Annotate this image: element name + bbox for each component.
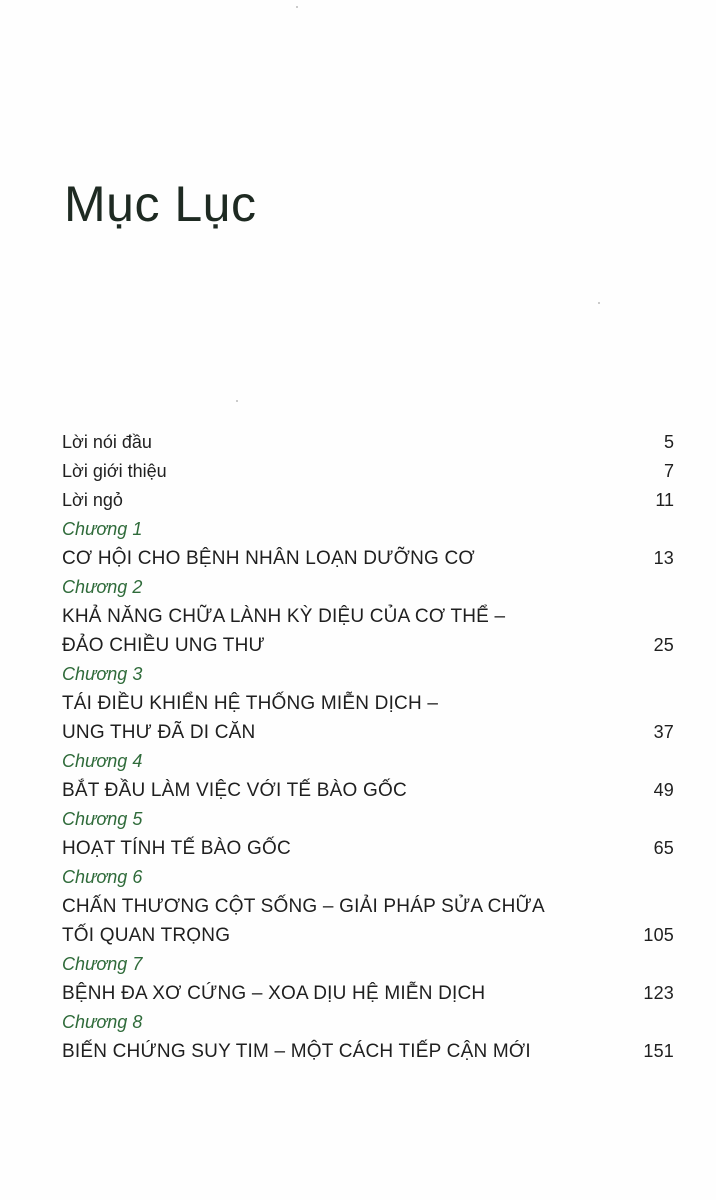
toc-page-number: 7	[663, 461, 674, 481]
toc-entry-text: BỆNH ĐA XƠ CỨNG – XOA DỊU HỆ MIỄN DỊCH	[62, 983, 486, 1004]
toc-entry-text: TỐI QUAN TRỌNG	[62, 925, 231, 946]
toc-row[interactable]	[62, 602, 674, 631]
toc-page-number: 49	[653, 780, 674, 800]
toc-row[interactable]	[62, 718, 674, 747]
toc-entry-text: UNG THƯ ĐÃ DI CĂN	[62, 722, 256, 743]
toc-row[interactable]	[62, 834, 674, 863]
toc-row[interactable]	[62, 979, 674, 1008]
toc-entry-text: Chương 1	[62, 519, 143, 539]
page-title: Mục Lục	[64, 175, 257, 232]
toc-page-number: 13	[653, 548, 674, 568]
toc-page-number: 37	[653, 722, 674, 742]
toc-page-number: 105	[643, 925, 674, 945]
paper-speck	[598, 302, 600, 304]
toc-entry-text: Chương 6	[62, 867, 143, 887]
toc-row	[62, 515, 674, 544]
toc-page-number: 123	[643, 983, 674, 1003]
toc-entry-text: Chương 7	[62, 954, 143, 974]
toc-row	[62, 805, 674, 834]
toc-row	[62, 573, 674, 602]
toc-row[interactable]	[62, 631, 674, 660]
toc-entry-text: Chương 2	[62, 577, 143, 597]
toc-entry-text: CHẤN THƯƠNG CỘT SỐNG – GIẢI PHÁP SỬA CHỮA	[62, 896, 545, 917]
toc-row[interactable]	[62, 776, 674, 805]
toc-row[interactable]	[62, 689, 674, 718]
toc-row	[62, 863, 674, 892]
toc-entry-text: KHẢ NĂNG CHỮA LÀNH KỲ DIỆU CỦA CƠ THỂ –	[62, 606, 506, 627]
toc-row[interactable]	[62, 892, 674, 921]
toc-page-number: 151	[643, 1041, 674, 1061]
toc-row	[62, 747, 674, 776]
toc-row[interactable]	[62, 544, 674, 573]
toc-entry-text: CƠ HỘI CHO BỆNH NHÂN LOẠN DƯỠNG CƠ	[62, 548, 475, 569]
toc-entry-text: BIẾN CHỨNG SUY TIM – MỘT CÁCH TIẾP CẬN MỚI	[62, 1041, 531, 1062]
toc-row	[62, 660, 674, 689]
toc-row[interactable]	[62, 486, 674, 515]
paper-speck	[296, 6, 298, 8]
toc-entry-text: Lời giới thiệu	[62, 461, 167, 481]
paper-speck	[236, 400, 238, 402]
toc-page-number: 11	[655, 490, 674, 510]
toc-row	[62, 950, 674, 979]
toc-entry-text: Chương 8	[62, 1012, 143, 1032]
toc-entry-text: Chương 3	[62, 664, 143, 684]
table-of-contents	[62, 428, 674, 1066]
toc-entry-text: BẮT ĐẦU LÀM VIỆC VỚI TẾ BÀO GỐC	[62, 780, 407, 801]
toc-entry-text: HOẠT TÍNH TẾ BÀO GỐC	[62, 838, 291, 859]
toc-page-number: 5	[663, 432, 674, 452]
toc-row[interactable]	[62, 1037, 674, 1066]
toc-row[interactable]	[62, 921, 674, 950]
toc-row[interactable]	[62, 457, 674, 486]
toc-row[interactable]	[62, 428, 674, 457]
toc-entry-text: Chương 5	[62, 809, 143, 829]
toc-entry-text: TÁI ĐIỀU KHIỂN HỆ THỐNG MIỄN DỊCH –	[62, 693, 439, 714]
toc-entry-text: Lời nói đầu	[62, 432, 152, 452]
toc-entry-text: ĐẢO CHIỀU UNG THƯ	[62, 635, 265, 656]
toc-entry-text: Lời ngỏ	[62, 490, 123, 510]
toc-page-number: 25	[653, 635, 674, 655]
toc-page-number: 65	[653, 838, 674, 858]
toc-entry-text: Chương 4	[62, 751, 143, 771]
toc-row	[62, 1008, 674, 1037]
